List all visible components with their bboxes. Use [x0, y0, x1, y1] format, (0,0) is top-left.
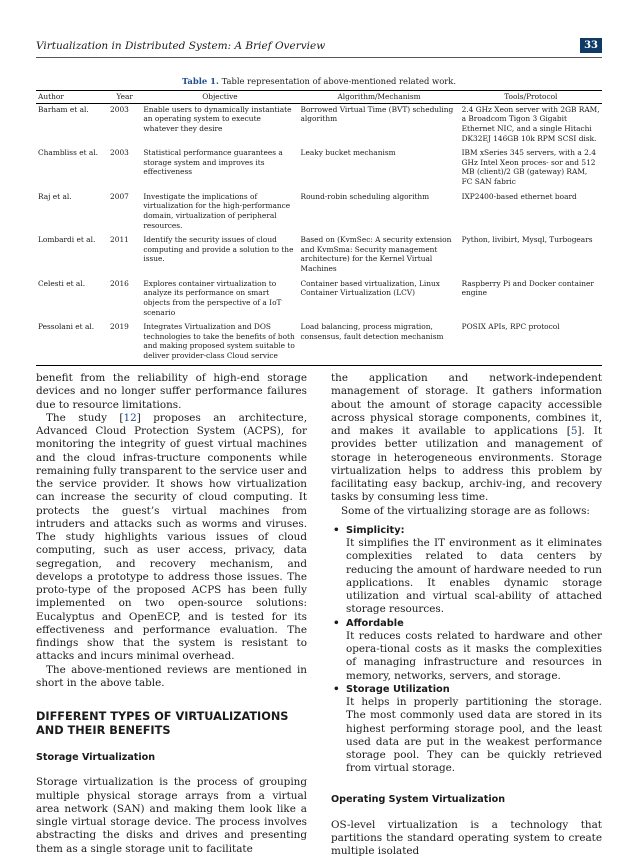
cell-objective: Statistical performance guarantees a storage system and improves its effectiveness — [143, 148, 283, 177]
benefits-list — [331, 524, 602, 776]
left-column — [36, 372, 307, 856]
cell-algorithm: Borrowed Virtual Time (BVT) scheduling algorithm — [300, 104, 454, 124]
cell-algorithm: Based on (KvmSec: A security extension and KvmSma: Security management architecture) for the Kernel Virtual Machines — [300, 235, 452, 273]
paragraph: Some of the virtualizing storage are as follows: — [341, 504, 590, 517]
paragraph: OS-level virtualization is a technology that partitions the standard operating system to create multiple isolated — [331, 818, 602, 858]
text-fragment: ] proposes an architecture, Advanced Cloud Protection System (ACPS), for monitoring the integrity of guest virtual machines and the cloud infras-tructure components while remaining fully transparent to the service user and the service provider. It shows how virtualization can increase the security of cloud computing. It protects the guest’s virtual machines from intruders and attacks such as worms and viruses. The study highlights various issues of cloud computing, such as user access, privacy, data segregation, and recovery mechanism, and develops a prototype to address those issues. The proto-type of the proposed ACPS has been fully implemented on two open-source solutions: Eucalyptus and OpenECP, and is tested for its effectiveness and performance evaluation. The findings show that the system is resistant to attacks and incurs minimal overhead. — [36, 411, 307, 663]
subsection-heading: Operating System Virtualization — [331, 793, 506, 805]
page-number: 33 — [580, 38, 602, 53]
citation-link[interactable]: 12 — [123, 411, 137, 424]
paragraph: Storage virtualization is the process of grouping multiple physical storage arrays from a virtual area network (SAN) and making them look like a single virtual storage device. The process involves abstracting the disks and drives and presenting them as a single storage unit to facilitate — [36, 776, 307, 855]
table-row — [36, 191, 602, 235]
cell-author: Raj et al. — [38, 191, 72, 201]
cell-author: Pessolani et al. — [36, 321, 108, 365]
cell-author: Barham et al. — [38, 104, 89, 114]
list-item-title: Simplicity: — [346, 524, 405, 536]
col-objective: Objective — [141, 91, 298, 104]
table-caption-text: Table representation of above-mentioned related work. — [221, 76, 456, 86]
running-header — [36, 40, 602, 54]
bullet-icon: • — [333, 616, 340, 629]
cell-objective: Investigate the implications of virtualization for the high-performance domain, virtualization of peripheral resources. — [143, 191, 291, 230]
running-title: Virtualization in Distributed System: A Brief Overview — [36, 40, 326, 52]
cell-tools: Python, livibirt, Mysql, Turbogears — [461, 235, 593, 245]
list-item — [331, 683, 602, 776]
cell-year: 2007 — [110, 191, 129, 201]
col-tools: Tools/Protocol — [460, 91, 602, 104]
cell-objective: Enable users to dynamically instantiate an operating system to execute whatever they desire — [143, 104, 292, 133]
cell-algorithm: Load balancing, process migration, consensus, fault detection mechanism — [299, 321, 460, 365]
section-heading: DIFFERENT TYPES OF VIRTUALIZATIONS AND THEIR BENEFITS — [36, 710, 289, 737]
paragraph-acps — [36, 412, 307, 664]
cell-objective: Integrates Virtualization and DOS technologies to take the benefits of both and making proposed system suitable to deliver provider-class Cloud service — [141, 321, 298, 365]
cell-algorithm: Container based virtualization, Linux Container Virtualization (LCV) — [300, 278, 440, 298]
cell-objective: Identify the security issues of cloud computing and provide a solution to the issue. — [143, 235, 294, 264]
citation-link[interactable]: 5 — [570, 425, 578, 437]
cell-author: Lombardi et al. — [38, 235, 96, 245]
cell-tools: IXP2400-based ethernet board — [461, 191, 577, 201]
cell-tools: IBM xSeries 345 servers, with a 2.4 GHz Intel Xeon proces- sor and 512 MB (client)/2 GB (gateway) RAM, FC SAN fabric — [461, 148, 596, 186]
cell-year: 2003 — [110, 148, 129, 158]
related-work-table — [36, 90, 602, 366]
right-column — [331, 372, 602, 859]
bullet-icon: • — [333, 682, 340, 695]
list-item — [331, 524, 602, 617]
header-rule — [36, 57, 602, 58]
cell-tools: Raspberry Pi and Docker container engine — [461, 278, 594, 298]
col-author: Author — [36, 91, 108, 104]
cell-year: 2016 — [110, 278, 129, 288]
cell-algorithm: Leaky bucket mechanism — [300, 148, 396, 158]
paragraph: The above-mentioned reviews are mentioned in short in the above table. — [36, 663, 307, 689]
text-fragment: the application and network-independent management of storage. It gathers information about the amount of storage capacity accessible across physical storage components, combines it, and makes it available to applications [ — [331, 372, 602, 437]
text-fragment: The study [ — [46, 411, 124, 424]
bullet-icon: • — [333, 523, 340, 536]
table-row — [36, 103, 602, 147]
col-algorithm: Algorithm/Mechanism — [299, 91, 460, 104]
list-item — [331, 617, 602, 683]
cell-tools: 2.4 GHz Xeon server with 2GB RAM, a Broadcom Tigon 3 Gigabit Ethernet NIC, and a single Hitachi DK32EJ 146GB 10k RPM SCSI disk. — [461, 104, 600, 143]
cell-year: 2003 — [110, 104, 129, 114]
table-row — [36, 321, 602, 365]
subsection-heading: Storage Virtualization — [36, 752, 156, 763]
table-caption — [0, 76, 638, 86]
paragraph-storage — [331, 372, 602, 505]
cell-tools: POSIX APIs, RPC protocol — [460, 321, 602, 365]
cell-objective: Explores container virtualization to analyze its performance on smart objects from the perspective of a IoT scenario — [143, 278, 282, 317]
cell-author: Celesti et al. — [38, 278, 86, 288]
table-row — [36, 278, 602, 322]
col-year: Year — [108, 91, 141, 104]
table-header-row — [36, 91, 602, 104]
cell-algorithm: Round-robin scheduling algorithm — [300, 191, 430, 201]
list-item-text: It simplifies the IT environment as it eliminates complexities related to data centers by reducing the amount of hardware needed to run applications. It enables dynamic storage utilization and virtual scal-ability of attached storage resources. — [346, 537, 602, 616]
cell-year: 2019 — [108, 321, 141, 365]
text-fragment: ]. It provides better utilization and management of storage in heterogeneous environments. Storage virtualization helps to address this problem by facilitating easy backup, archiv-ing, and recovery tasks by consuming less time. — [331, 425, 602, 504]
table-row — [36, 234, 602, 278]
paragraph: benefit from the reliability of high-end storage devices and no longer suffer performance failures due to resource limitations. — [36, 372, 307, 411]
cell-author: Chambliss et al. — [38, 148, 99, 158]
list-item-text: It reduces costs related to hardware and other opera-tional costs as it masks the complexities of managing infrastructure and resources in memory, networks, servers, and storage. — [346, 629, 602, 682]
list-item-text: It helps in properly partitioning the storage. The most commonly used data are stored in its highest performing storage pool, and the least used data are put in the weakest performance storage pool. They can be quickly retrieved from virtual storage. — [346, 696, 602, 775]
list-item-title: Affordable — [346, 617, 404, 629]
list-item-title: Storage Utilization — [346, 683, 450, 695]
table-label: Table 1. — [182, 76, 219, 86]
cell-year: 2011 — [110, 235, 129, 245]
table-row — [36, 147, 602, 191]
